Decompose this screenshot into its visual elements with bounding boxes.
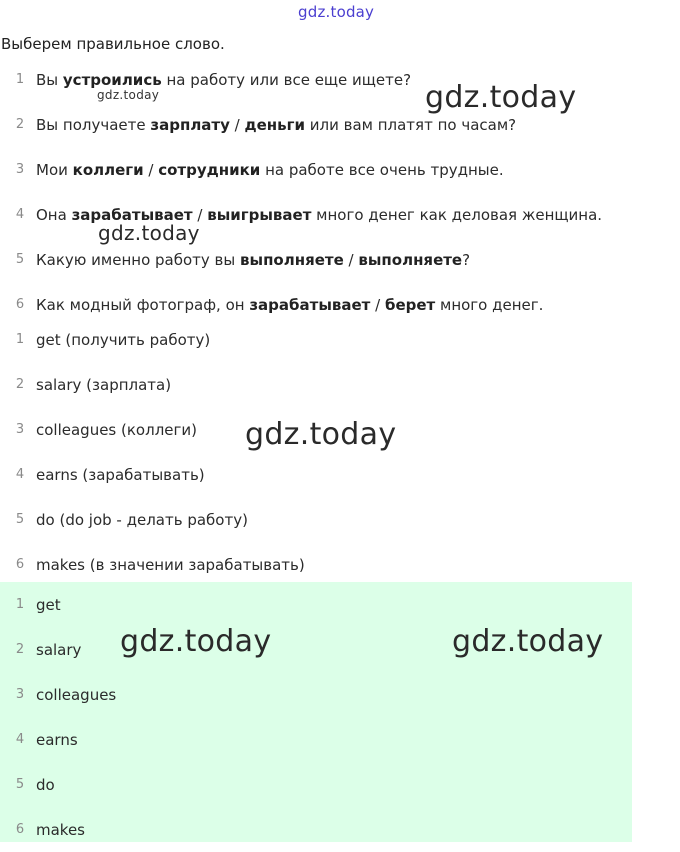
hint-text: salary (зарплата) [36,375,172,394]
answer-text: do [36,775,55,794]
item-number: 5 [15,252,25,267]
option-word: зарплату [150,115,230,134]
item-number: 6 [15,822,25,837]
top-watermark: gdz.today [298,3,375,21]
option-word: выигрывает [207,205,312,224]
answers-panel [0,582,632,842]
item-number: 3 [15,687,25,702]
question-text: Как модный фотограф, он зарабатывает / берет много денег. [36,295,544,314]
question-text: Она зарабатывает / выигрывает много денег как деловая женщина. [36,205,603,224]
answer-text: salary [36,640,82,659]
option-word: выполняете [240,250,344,269]
watermark: gdz.today [245,417,397,452]
instruction-text: Выберем правильное слово. [1,35,225,53]
hint-text: colleagues (коллеги) [36,420,197,439]
option-word: деньги [244,115,305,134]
item-number: 3 [15,162,25,177]
watermark: gdz.today [425,80,577,115]
item-number: 4 [15,207,25,222]
item-number: 2 [15,377,25,392]
question-text: Вы устроились на работу или все еще ищете? [36,70,412,89]
item-number: 1 [15,597,25,612]
option-word: сотрудники [158,160,261,179]
watermark: gdz.today [120,624,272,659]
option-word: коллеги [72,160,144,179]
answer-text: makes [36,820,85,839]
item-number: 1 [15,332,25,347]
answer-text: earns [36,730,78,749]
hint-text: earns (зарабатывать) [36,465,205,484]
option-word: берет [384,295,436,314]
hint-text: do (do job - делать работу) [36,510,248,529]
question-text: Какую именно работу вы выполняете / выполняете? [36,250,471,269]
item-number: 3 [15,422,25,437]
item-number: 4 [15,732,25,747]
item-number: 6 [15,297,25,312]
hint-text: get (получить работу) [36,330,211,349]
answer-text: get [36,595,61,614]
item-number: 2 [15,117,25,132]
item-number: 4 [15,467,25,482]
item-number: 5 [15,512,25,527]
item-number: 2 [15,642,25,657]
watermark: gdz.today [97,88,160,102]
hint-text: makes (в значении зарабатывать) [36,555,305,574]
item-number: 1 [15,72,25,87]
option-word: устроились [62,70,162,89]
question-text: Вы получаете зарплату / деньги или вам платят по часам? [36,115,517,134]
watermark: gdz.today [452,624,604,659]
item-number: 6 [15,557,25,572]
option-word: зарабатывает [71,205,193,224]
option-word: зарабатывает [249,295,371,314]
option-word: выполняете [358,250,463,269]
item-number: 5 [15,777,25,792]
question-text: Мои коллеги / сотрудники на работе все очень трудные. [36,160,504,179]
answer-text: colleagues [36,685,117,704]
watermark: gdz.today [98,221,200,245]
